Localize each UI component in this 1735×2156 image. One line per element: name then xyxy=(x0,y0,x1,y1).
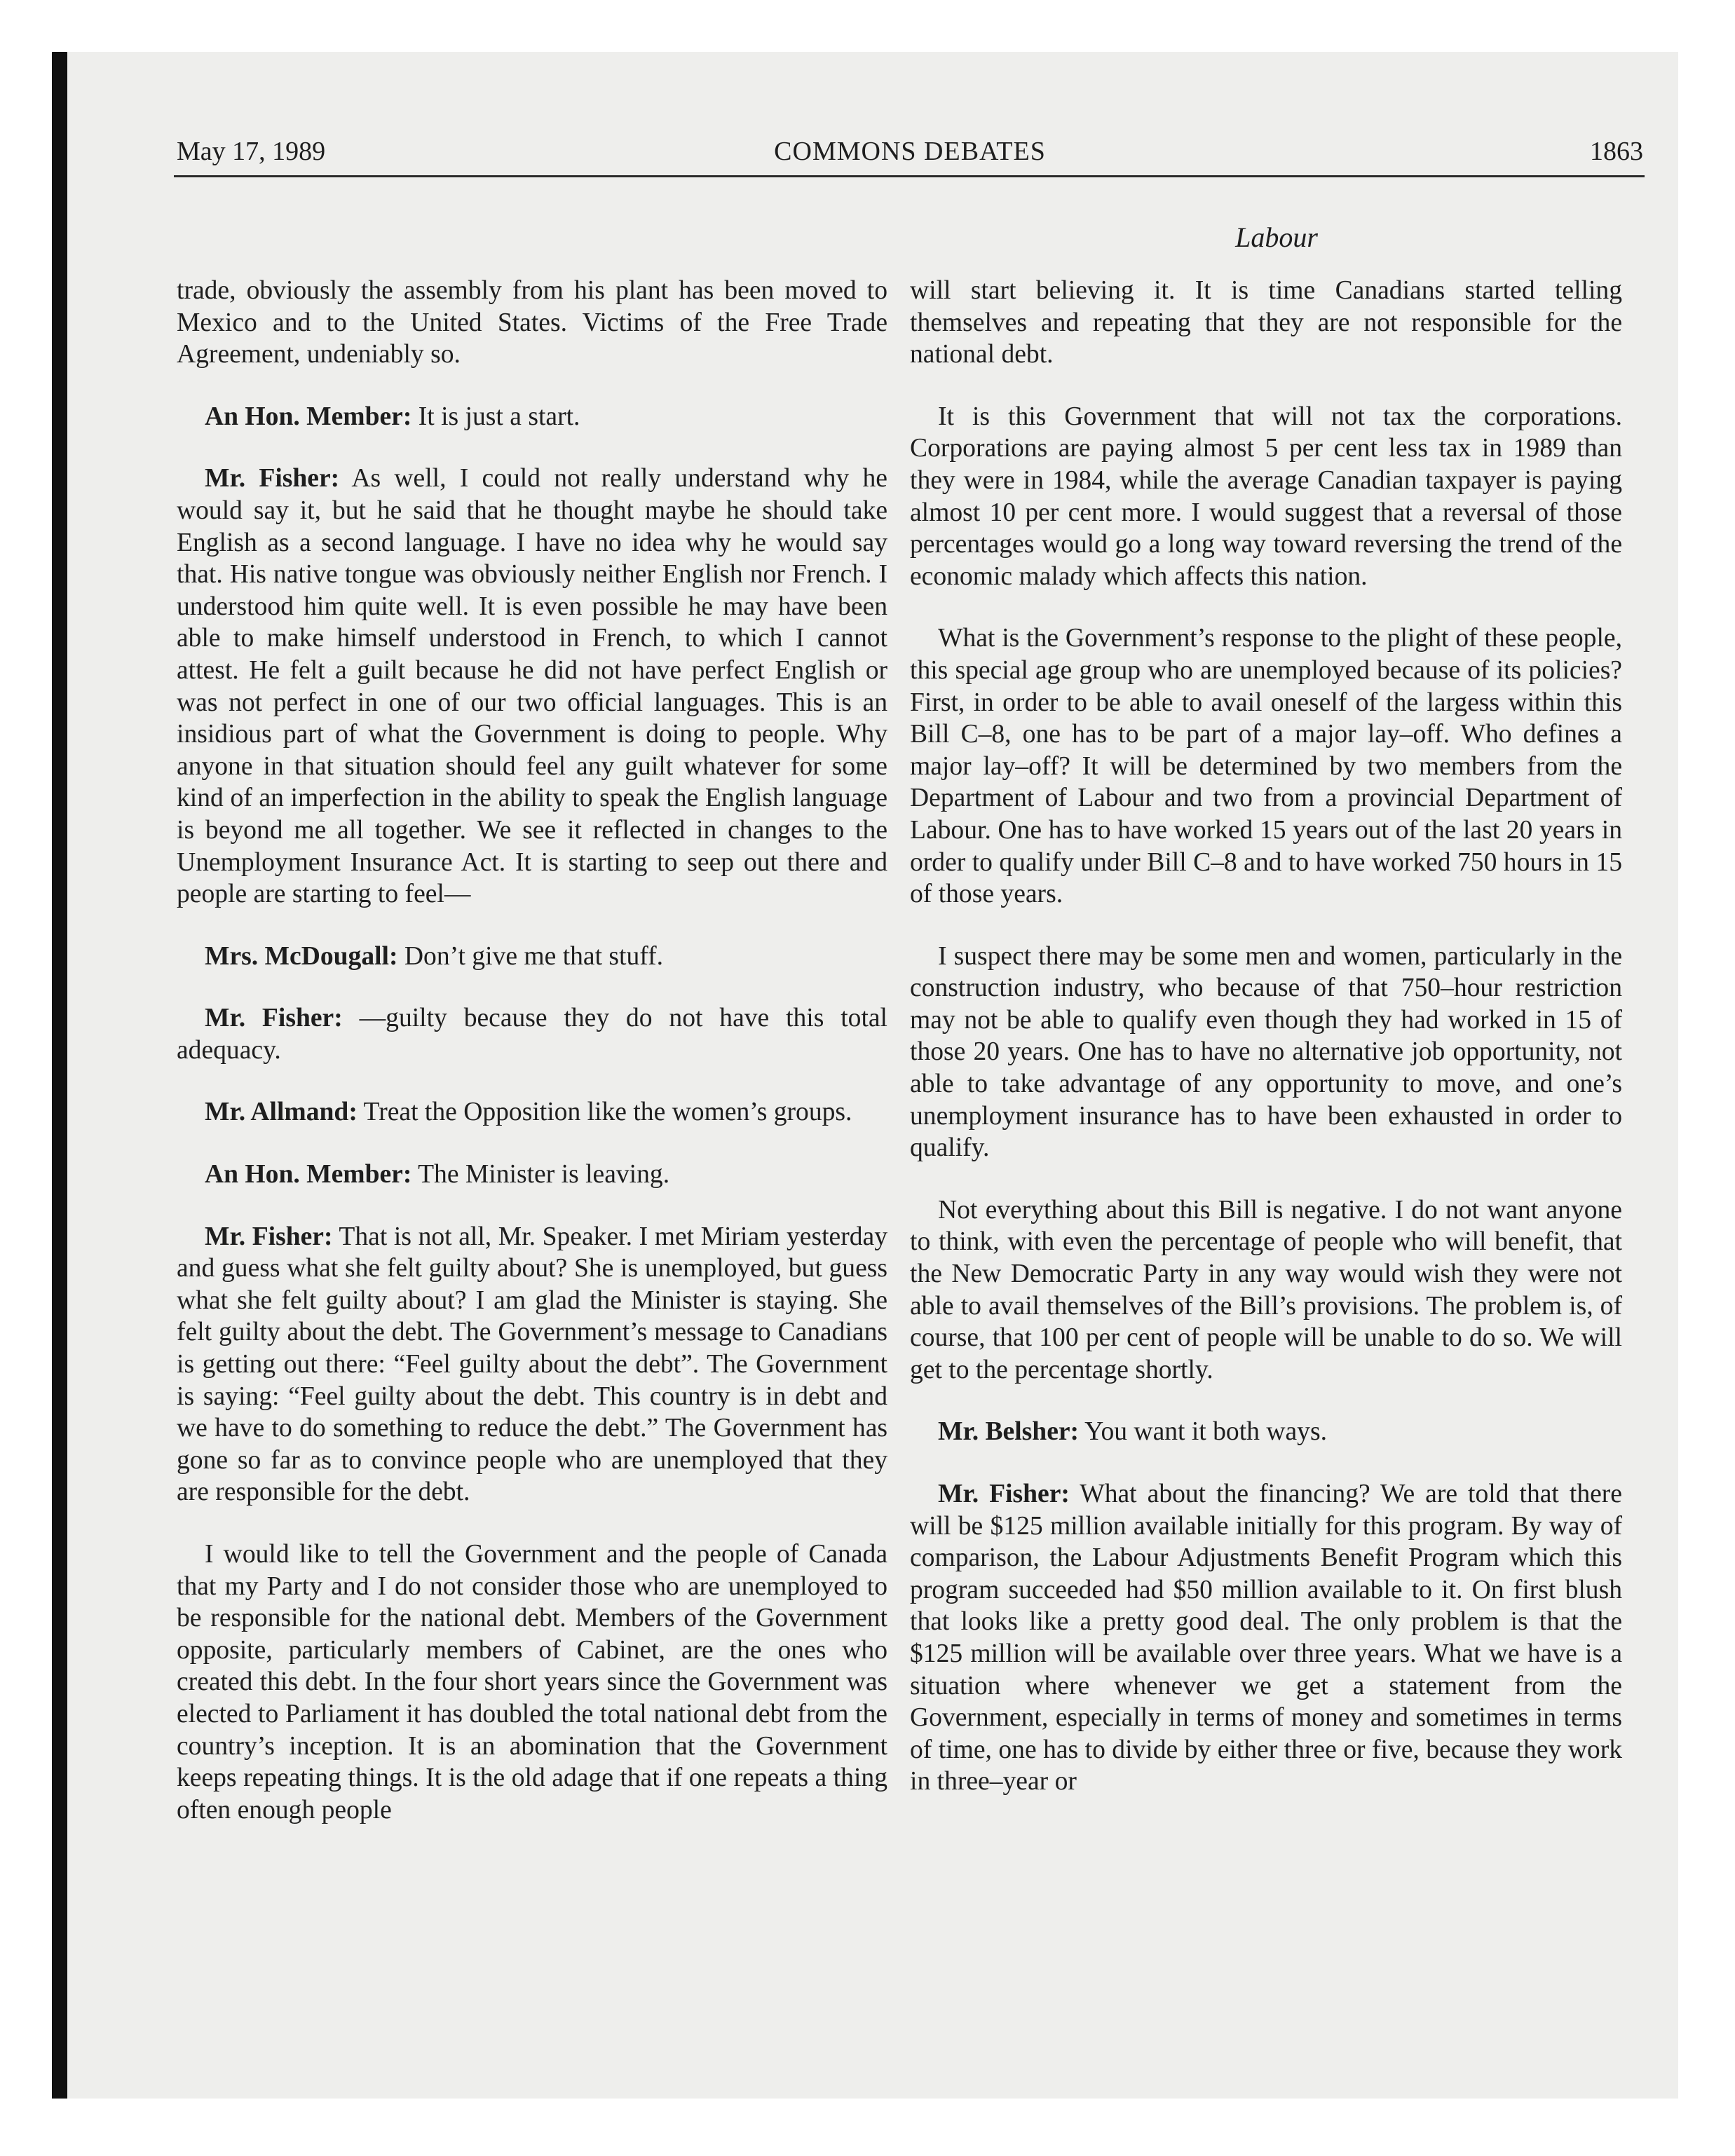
header-title: COMMONS DEBATES xyxy=(774,137,1046,166)
paragraph xyxy=(910,1194,1622,1386)
paragraph xyxy=(177,1159,887,1191)
paragraph xyxy=(177,1538,887,1826)
paragraph xyxy=(910,622,1622,910)
speaker-name: Mr. Fisher: xyxy=(205,1222,333,1251)
header-date: May 17, 1989 xyxy=(177,137,326,166)
paragraph xyxy=(177,1221,887,1508)
paragraph xyxy=(910,275,1622,371)
left-column xyxy=(177,275,887,1856)
scanned-page xyxy=(52,52,1678,2099)
paragraph-text: Don’t give me that stuff. xyxy=(397,941,664,971)
header-page-number: 1863 xyxy=(1590,137,1643,166)
binding-shadow xyxy=(52,52,67,2099)
paragraph xyxy=(910,401,1622,593)
paragraph xyxy=(177,275,887,371)
paragraph xyxy=(177,463,887,910)
paragraph-text: What about the financing? We are told that there will be $125 million available initially for this program. By way of comparison, the Labour Adjustments Benefit Program which this program succeeded had $50 million available to it. On first blush that looks like a pretty good deal. The only problem is that the $125 million will be available over three years. What we have is a situation where whenever we get a statement from the Government, especially in terms of money and sometimes in terms of time, one has to divide by either three or five, because they work in three–year or xyxy=(910,1480,1622,1796)
speaker-name: An Hon. Member: xyxy=(205,1160,412,1189)
paragraph-text: I suspect there may be some men and women, particularly in the construction industry, who because of that 750–hour restriction may not be able to qualify even though they had worked in 15 of those 20 years. One has to have no alternative job opportunity, not able to take advantage of any opportunity to move, and one’s unemployment insurance has to have been exhausted in order to qualify. xyxy=(910,941,1622,1163)
paragraph xyxy=(177,1096,887,1128)
speaker-name: Mr. Allmand: xyxy=(205,1098,358,1127)
running-header xyxy=(177,135,1643,168)
paragraph xyxy=(177,941,887,973)
speaker-name: An Hon. Member: xyxy=(205,402,412,431)
header-rule xyxy=(174,175,1645,177)
section-heading: Labour xyxy=(1235,221,1318,253)
paragraph-text: It is just a start. xyxy=(411,402,580,431)
paragraph-text: It is this Government that will not tax the corporations. Corporations are paying almost 5 per cent less tax in 1989 than they were in 1984, while the average Canadian taxpayer is paying almost 10 per cent more. I would suggest that a reversal of those percentages would go a long way toward reversing the trend of the economic malady which affects this nation. xyxy=(910,402,1622,591)
paragraph-text: Not everything about this Bill is negative. I do not want anyone to think, with even the percentage of people who will benefit, that the New Democratic Party in any way would wish they were not able to avail themselves of the Bill’s provisions. The problem is, of course, that 100 per cent of people will be unable to do so. We will get to the percentage shortly. xyxy=(910,1195,1622,1384)
speaker-name: Mr. Fisher: xyxy=(205,464,340,493)
paragraph xyxy=(910,1478,1622,1798)
paragraph-text: That is not all, Mr. Speaker. I met Miriam yesterday and guess what she felt guilty about? She is unemployed, but guess what she felt guilty about? I am glad the Minister is staying. She felt guilty about the debt. The Government’s message to Canadians is getting out there: “Feel guilty about the debt”. The Government is saying: “Feel guilty about the debt. This country is in debt and we have to do something to reduce the debt.” The Government has gone so far as to convince people who are unemployed that they are responsible for the debt. xyxy=(177,1222,887,1507)
paragraph-text: What is the Government’s response to the plight of these people, this special age group who are unemployed because of its policies? First, in order to be able to avail oneself of the largess within this Bill C–8, one has to be part of a major lay–off. Who defines a major lay–off? It will be determined by two members from the Department of Labour and two from a provincial Department of Labour. One has to have worked 15 years out of the last 20 years in order to qualify under Bill C–8 and to have worked 750 hours in 15 of those years. xyxy=(910,624,1622,909)
speaker-name: Mr. Belsher: xyxy=(938,1417,1080,1447)
paragraph-text: Treat the Opposition like the women’s groups. xyxy=(357,1098,852,1127)
right-column xyxy=(910,275,1622,1828)
paragraph-text: As well, I could not really understand why he would say it, but he said that he thought maybe he should take English as a second language. I have no idea why he would say that. His native tongue was obviously neither English nor French. I understood him quite well. It is even possible he may have been able to make himself understood in French, to which I cannot attest. He felt a guilt because he did not have perfect English or was not perfect in one of our two official languages. This is an insidious part of what the Government is doing to people. Why anyone in that situation should feel any guilt whatever for some kind of an imperfection in the ability to speak the English language is beyond me all together. We see it reflected in changes to the Unemployment Insurance Act. It is starting to seep out there and people are starting to feel— xyxy=(177,464,887,909)
speaker-name: Mr. Fisher: xyxy=(938,1480,1070,1508)
paragraph-text: —guilty because they do not have this total adequacy. xyxy=(177,1004,887,1065)
paragraph-text: You want it both ways. xyxy=(1079,1417,1327,1447)
paragraph xyxy=(910,941,1622,1164)
paragraph xyxy=(910,1416,1622,1448)
paragraph-text: trade, obviously the assembly from his plant has been moved to Mexico and to the United States. Victims of the Free Trade Agreement, undeniably so. xyxy=(177,276,887,369)
paragraph xyxy=(177,401,887,433)
paragraph xyxy=(177,1002,887,1066)
paragraph-text: I would like to tell the Government and the people of Canada that my Party and I do not consider those who are unemployed to be responsible for the national debt. Members of the Government opposite, particularly members of Cabinet, are the ones who created this debt. In the four short years since the Government was elected to Parliament it has doubled the total national debt from the country’s inception. It is an abomination that the Government keeps repeating things. It is the old adage that if one repeats a thing often enough people xyxy=(177,1540,887,1824)
speaker-name: Mrs. McDougall: xyxy=(205,941,398,971)
speaker-name: Mr. Fisher: xyxy=(205,1004,343,1033)
paragraph-text: will start believing it. It is time Canadians started telling themselves and repeating that they are not responsible for the national debt. xyxy=(910,276,1622,369)
paragraph-text: The Minister is leaving. xyxy=(411,1160,670,1189)
